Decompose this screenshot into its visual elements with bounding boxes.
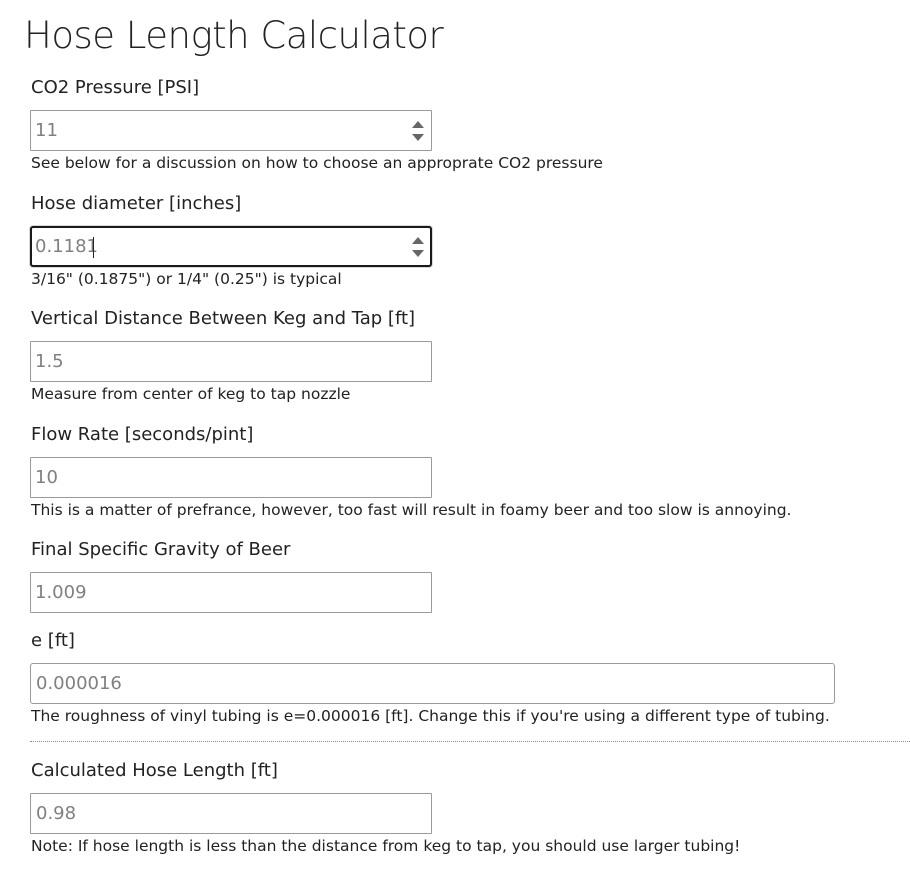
roughness-help: The roughness of vinyl tubing is e=0.000016 [ft]. Change this if you're using a different type of tubing. (31, 707, 830, 725)
spinner-arrows-icon[interactable] (411, 233, 425, 261)
roughness-field[interactable] (30, 663, 835, 704)
roughness-label: e [ft] (31, 630, 75, 651)
calculated-length-field[interactable] (30, 793, 432, 834)
flow-rate-field[interactable] (30, 457, 432, 498)
section-divider (30, 741, 910, 742)
flow-rate-help: This is a matter of prefrance, however, too fast will result in foamy beer and too slow is annoying. (31, 501, 792, 519)
flow-rate-input[interactable] (31, 458, 431, 497)
spinner-arrows-icon[interactable] (411, 117, 425, 145)
co2-pressure-help: See below for a discussion on how to choose an approprate CO2 pressure (31, 154, 603, 172)
final-gravity-label: Final Specific Gravity of Beer (31, 539, 291, 560)
co2-pressure-input[interactable] (31, 111, 431, 150)
flow-rate-label: Flow Rate [seconds/pint] (31, 424, 254, 445)
hose-diameter-input[interactable] (32, 228, 430, 265)
calculated-length-note: Note: If hose length is less than the distance from keg to tap, you should use larger tubing! (31, 837, 741, 855)
vertical-distance-input[interactable] (31, 342, 431, 381)
co2-pressure-label: CO2 Pressure [PSI] (31, 77, 200, 98)
vertical-distance-label: Vertical Distance Between Keg and Tap [ft] (31, 308, 416, 329)
text-caret (93, 237, 94, 258)
calculated-length-label: Calculated Hose Length [ft] (31, 760, 278, 781)
vertical-distance-help: Measure from center of keg to tap nozzle (31, 385, 351, 403)
page-title: Hose Length Calculator (24, 14, 444, 57)
hose-diameter-help: 3/16" (0.1875") or 1/4" (0.25") is typical (31, 270, 342, 288)
calculated-length-output[interactable] (31, 794, 431, 833)
roughness-input[interactable] (31, 664, 834, 703)
hose-diameter-label: Hose diameter [inches] (31, 193, 242, 214)
vertical-distance-field[interactable] (30, 341, 432, 382)
final-gravity-input[interactable] (31, 573, 431, 612)
co2-pressure-field[interactable] (30, 110, 432, 151)
hose-diameter-field[interactable] (30, 226, 432, 267)
final-gravity-field[interactable] (30, 572, 432, 613)
